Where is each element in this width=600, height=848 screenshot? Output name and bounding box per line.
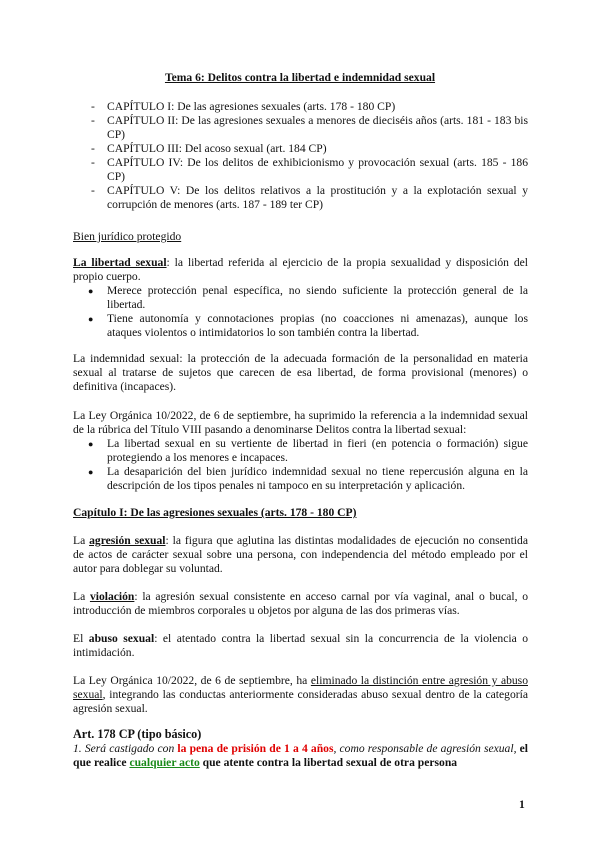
abuso-paragraph [73,632,528,660]
agresion-paragraph [73,534,528,576]
abuso-definition: : el atentado contra la libertad sexual sin la concurrencia de la violencia o intimidación. [73,632,529,659]
section-heading-capitulo-1: Capítulo I: De las agresiones sexuales (arts. 178 - 180 CP) [73,506,357,519]
indemnidad-paragraph: La indemnidad sexual: la protección de la adecuada formación de la personalidad en materia sexual al tratarse de sujetos que carecen de esa libertad, de forma provisional (menores) o definitiva (incapaces). [73,352,528,393]
agresion-prefix: La [73,534,90,547]
violacion-paragraph [73,590,528,618]
libertad-sexual-paragraph [73,256,528,340]
ley-bullet: ● La libertad sexual en su vertiente de libertad in fieri (en potencia o formación) sigue protegiendo a los menores e incapaces. [73,437,528,465]
ley-eliminacion-paragraph [73,674,528,716]
libertad-sexual-term: La libertad sexual [73,256,167,269]
chapter-item: - CAPÍTULO IV: De los delitos de exhibicionismo y provocación sexual (arts. 185 - 186 CP) [73,156,528,184]
abuso-term: abuso sexual [88,632,155,645]
art178-text-italic-b: , como responsable de agresión sexual, [333,742,517,755]
violacion-term: violación [89,590,135,603]
violacion-prefix: La [73,590,90,603]
ley-eliminacion-underlined: eliminado la distinción entre agresión y abuso sexual [73,674,528,701]
libertad-bullet: ● Tiene autonomía y connotaciones propias (no coacciones ni amenazas), aunque los ataques violentos o intimidatorios lo son también contra la libertad. [73,312,528,340]
art178-paragraph [73,742,528,770]
art178-penalty: la pena de prisión de 1 a 4 años [177,742,334,755]
chapter-item: - CAPÍTULO V: De los delitos relativos a la prostitución y a la explotación sexual y corrupción de menores (arts. 187 - 189 ter CP) [73,184,528,212]
document-title: Tema 6: Delitos contra la libertad e indemnidad sexual [164,71,436,84]
ley-reforma-paragraph [73,409,528,493]
chapter-list [73,100,528,212]
chapter-item: - CAPÍTULO I: De las agresiones sexuales (arts. 178 - 180 CP) [73,100,528,114]
page-number: 1 [519,798,525,811]
art178-heading: Art. 178 CP (tipo básico) [73,727,202,741]
chapter-item: - CAPÍTULO III: Del acoso sexual (art. 184 CP) [73,142,528,156]
art178-text-bold-b: que atente contra la libertad sexual de otra persona [199,756,458,769]
art178-text-bold-a: el que realice [73,742,528,769]
ley-reforma-text: La Ley Orgánica 10/2022, de 6 de septiembre, ha suprimido la referencia a la indemnidad sexual de la rúbrica del Título VIII pasando a denominarse Delitos contra la libertad sexual: [73,409,528,436]
art178-highlight: cualquier acto [129,756,200,769]
ley-eliminacion-prefix: La Ley Orgánica 10/2022, de 6 de septiembre, ha [73,674,311,687]
violacion-definition: : la agresión sexual consistente en acceso carnal por vía vaginal, anal o bucal, o introducción de miembros corporales u objetos por alguna de las dos primeras vías. [73,590,528,617]
libertad-bullet: ● Merece protección penal específica, no siendo suficiente la protección general de la libertad. [73,284,528,312]
agresion-definition: : la figura que aglutina las distintas modalidades de ejecución no consentida de actos de carácter sexual sobre una persona, con independencia del método empleado por el autor para doblegar su voluntad. [73,534,528,575]
ley-bullet: ● La desaparición del bien jurídico indemnidad sexual no tiene repercusión alguna en la descripción de los tipos penales ni tampoco en su interpretación y aplicación. [73,465,528,493]
ley-eliminacion-suffix: , integrando las conductas anteriormente consideradas abuso sexual dentro de la categoría agresión sexual. [73,688,528,715]
abuso-prefix: El [73,632,89,645]
libertad-sexual-definition: : la libertad referida al ejercicio de la propia sexualidad y disposición del propio cuerpo. [73,256,528,283]
chapter-item: - CAPÍTULO II: De las agresiones sexuales a menores de dieciséis años (arts. 181 - 183 bis CP) [73,114,528,142]
art178-text-italic-a: 1. Será castigado con [73,742,178,755]
agresion-term: agresión sexual [89,534,166,547]
section-heading-bien-juridico: Bien jurídico protegido [73,230,182,243]
